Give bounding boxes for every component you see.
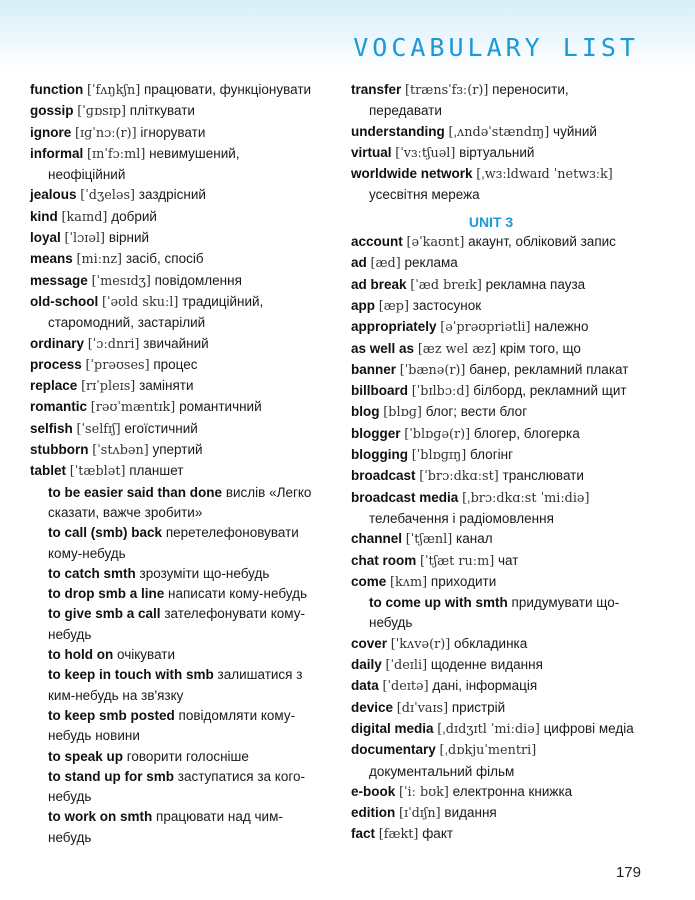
vocab-definition: зрозуміти що-небудь	[139, 565, 270, 581]
vocab-transcription: [ˈbænə(r)]	[399, 362, 466, 378]
vocab-definition-continued: передавати	[369, 103, 442, 119]
vocab-term: documentary	[351, 742, 436, 758]
vocab-definition: зателефонувати кому-	[164, 606, 305, 622]
vocab-entry	[351, 740, 651, 782]
vocab-entry	[351, 824, 651, 845]
vocab-entry	[30, 228, 348, 249]
vocab-term: appropriately	[351, 319, 437, 335]
vocab-entry	[351, 803, 651, 824]
vocab-phrase	[30, 564, 348, 584]
vocab-entry	[30, 144, 348, 186]
vocab-definition-continued: усесвітня мережа	[369, 187, 480, 203]
vocab-definition: упертий	[152, 442, 203, 458]
vocab-transcription: [ˈfʌŋkʃn]	[87, 83, 141, 98]
vocab-entry	[351, 381, 651, 402]
vocab-definition: переносити,	[492, 82, 569, 97]
right-column-top-entries	[351, 80, 651, 206]
vocab-entry	[30, 419, 348, 440]
vocab-transcription: [ˈiː bʊk]	[399, 784, 449, 800]
vocab-definition-continued: документальний фільм	[369, 763, 515, 779]
vocab-definition: акаунт, обліковий запис	[468, 234, 616, 250]
vocab-term: device	[351, 699, 394, 715]
vocab-term: app	[351, 297, 376, 313]
vocab-entry	[30, 123, 348, 144]
vocab-transcription: [rəʊˈmæntɪk]	[90, 400, 176, 416]
vocab-term: to catch smth	[48, 565, 136, 581]
vocab-definition-continued: небудь	[48, 829, 92, 845]
vocab-definition: процес	[153, 356, 198, 372]
vocab-definition: заступатися за кого-	[177, 768, 306, 784]
vocab-definition: застосунок	[412, 297, 482, 313]
vocab-entry	[351, 164, 651, 206]
vocab-term: digital media	[351, 720, 434, 736]
vocab-transcription: [blɒɡ]	[383, 405, 422, 421]
vocab-entry	[351, 551, 651, 572]
vocab-term: to speak up	[48, 748, 124, 764]
vocab-transcription: [ˈselfɪʃ]	[76, 421, 121, 437]
vocab-transcription: [fækt]	[378, 827, 419, 843]
vocab-definition: засіб, спосіб	[125, 251, 204, 267]
vocab-definition-continued: неофіційний	[48, 167, 126, 183]
vocab-entry	[351, 445, 651, 466]
vocab-term: old-school	[30, 293, 99, 309]
vocab-entry	[351, 80, 651, 122]
vocab-transcription: [ˈtæblət]	[69, 464, 126, 480]
vocab-term: ordinary	[30, 335, 85, 351]
vocab-definition: говорити голосніше	[126, 748, 249, 764]
vocab-transcription: [ˌbrɔːdkɑːst ˈmiːdiə]	[462, 490, 590, 506]
vocab-definition: цифрові медіа	[543, 720, 634, 736]
vocab-term: tablet	[30, 463, 67, 479]
vocab-transcription: [ˈvɜːtʃuəl]	[395, 145, 456, 161]
vocab-term: banner	[351, 361, 397, 377]
vocab-transcription: [ɪnˈfɔːml]	[87, 146, 146, 162]
right-column-bottom-entries	[351, 232, 651, 846]
vocab-definition: блогінг	[470, 447, 513, 463]
vocab-entry	[351, 275, 651, 296]
vocab-phrase	[30, 767, 348, 808]
vocab-definition: банер, рекламний плакат	[469, 361, 629, 377]
vocab-term: informal	[30, 145, 84, 161]
vocab-term: means	[30, 251, 73, 267]
vocab-term: come	[351, 573, 387, 589]
vocab-transcription: [ˈdeɪli]	[385, 658, 428, 674]
vocab-definition-continued: старомодний, застарілий	[48, 315, 206, 331]
left-column	[30, 80, 348, 848]
vocab-term: kind	[30, 208, 58, 224]
vocab-term: transfer	[351, 82, 402, 97]
vocab-entry	[30, 101, 348, 122]
vocab-definition: добрий	[111, 208, 157, 224]
vocab-entry	[351, 296, 651, 317]
vocab-definition: пристрій	[451, 699, 506, 715]
vocab-transcription: [ˈəʊld skuːl]	[102, 294, 179, 310]
vocab-entry	[30, 461, 348, 482]
vocab-entry	[30, 355, 348, 376]
vocab-definition: вислів «Легко	[225, 484, 312, 500]
vocab-definition: написати кому-небудь	[168, 586, 307, 602]
vocab-definition: залишатися з	[217, 667, 303, 683]
vocab-entry	[351, 143, 651, 164]
vocab-definition: вірний	[108, 230, 150, 246]
vocab-definition: очікувати	[117, 647, 176, 663]
vocab-transcription: [trænsˈfɜː(r)]	[405, 83, 489, 98]
vocab-definition: романтичний	[179, 399, 262, 415]
vocab-term: blog	[351, 404, 380, 420]
vocab-transcription: [ˈɔːdnri]	[87, 336, 140, 352]
vocab-term: to call (smb) back	[48, 525, 163, 541]
vocab-term: stubborn	[30, 442, 89, 458]
vocab-definition: перетелефоновувати	[165, 525, 299, 541]
vocab-transcription: [ˈæd breɪk]	[410, 277, 482, 293]
vocab-definition: придумувати що-	[511, 595, 620, 611]
vocab-entry	[30, 185, 348, 206]
vocab-term: to hold on	[48, 647, 114, 663]
vocab-transcription: [ˈstʌbən]	[92, 443, 149, 459]
vocab-term: to work on smth	[48, 809, 153, 825]
page-number: 179	[615, 864, 641, 881]
vocab-entry	[351, 782, 651, 803]
vocab-definition: дані, інформація	[432, 678, 538, 694]
vocab-term: e-book	[351, 783, 396, 799]
vocab-term: to give smb a call	[48, 606, 161, 622]
vocab-term: edition	[351, 805, 396, 821]
vocab-definition: видання	[444, 805, 497, 821]
vocab-definition: електронна книжка	[452, 783, 573, 799]
vocab-term: channel	[351, 531, 403, 547]
vocab-term: broadcast media	[351, 489, 459, 505]
vocab-definition-continued: небудь	[48, 626, 92, 642]
vocab-term: cover	[351, 635, 388, 651]
vocab-term: broadcast	[351, 468, 416, 484]
vocab-entry	[30, 207, 348, 228]
vocab-term: replace	[30, 378, 78, 394]
vocab-transcription: [ˈlɔɪəl]	[64, 231, 106, 247]
vocab-term: ignore	[30, 124, 72, 140]
vocab-transcription: [əˈprəʊpriətli]	[440, 320, 531, 336]
vocab-term: ad break	[351, 276, 407, 292]
vocab-term: worldwide network	[351, 166, 473, 182]
vocab-transcription: [ˈdʒeləs]	[80, 188, 136, 204]
vocab-definition: належно	[534, 319, 589, 335]
vocab-definition-continued: кому-небудь	[48, 545, 126, 561]
vocab-definition: крім того, що	[499, 340, 581, 356]
vocab-transcription: [ˈdeɪtə]	[382, 679, 429, 695]
vocab-transcription: [ˈblɒɡə(r)]	[404, 426, 471, 442]
vocab-term: to keep in touch with smb	[48, 667, 214, 683]
vocab-term: chat room	[351, 552, 417, 568]
vocab-phrase	[30, 584, 348, 604]
vocab-entry	[351, 698, 651, 719]
vocab-phrase	[30, 706, 348, 747]
vocab-definition: віртуальний	[459, 144, 535, 160]
vocab-definition: чат	[497, 552, 519, 568]
vocab-entry	[30, 376, 348, 397]
vocab-transcription: [əˈkaʊnt]	[406, 235, 465, 251]
vocab-definition: ігнорувати	[140, 124, 206, 140]
vocab-entry	[351, 488, 651, 530]
vocab-entry	[30, 397, 348, 418]
vocab-transcription: [kaɪnd]	[61, 209, 108, 225]
vocab-transcription: [ˌdɒkjuˈmentri]	[439, 743, 537, 759]
vocab-transcription: [ˈtʃæt ruːm]	[420, 553, 495, 569]
vocab-term: romantic	[30, 399, 88, 415]
vocab-term: blogging	[351, 447, 408, 463]
vocab-definition: щоденне видання	[430, 657, 543, 673]
vocab-term: to come up with smth	[369, 595, 508, 611]
vocab-transcription: [ˈprəʊses]	[85, 357, 150, 373]
vocab-entry	[351, 360, 651, 381]
vocab-definition: транслювати	[502, 468, 584, 484]
vocab-transcription: [kʌm]	[390, 574, 428, 590]
vocab-phrase	[30, 523, 348, 564]
vocab-definition: обкладинка	[453, 635, 528, 651]
vocab-definition: блог; вести блог	[425, 404, 528, 420]
vocab-transcription: [æz wel æz]	[417, 341, 497, 357]
vocab-definition-continued: сказати, важче зробити»	[48, 504, 203, 520]
vocab-transcription: [rɪˈpleɪs]	[81, 379, 136, 395]
vocab-definition: пліткувати	[129, 103, 195, 119]
vocab-phrase	[351, 593, 651, 634]
vocab-entry	[351, 466, 651, 487]
vocab-entry	[351, 424, 651, 445]
vocab-phrase	[30, 645, 348, 665]
vocab-term: billboard	[351, 383, 408, 399]
vocab-entry	[351, 232, 651, 253]
vocab-term: gossip	[30, 103, 74, 119]
vocab-phrase	[30, 604, 348, 645]
vocab-transcription: [ˈbɪlbɔːd]	[411, 384, 470, 400]
vocab-term: virtual	[351, 144, 392, 160]
vocab-entry	[351, 402, 651, 423]
vocab-term: fact	[351, 826, 376, 842]
vocab-definition: рекламна пауза	[485, 276, 586, 292]
vocab-definition: працювати, функціонувати	[143, 82, 312, 97]
vocab-entry	[351, 634, 651, 655]
vocab-definition-continued: небудь новини	[48, 728, 140, 744]
vocab-entry	[30, 440, 348, 461]
vocab-term: process	[30, 356, 82, 372]
vocab-entry	[30, 334, 348, 355]
vocab-definition: заздрісний	[138, 187, 206, 203]
vocab-transcription: [miːnz]	[76, 252, 123, 268]
vocab-definition-continued: небудь	[48, 789, 92, 805]
vocab-definition: працювати над чим-	[156, 809, 283, 825]
vocab-definition: повідомлення	[154, 272, 242, 288]
vocab-definition: традиційний,	[182, 293, 264, 309]
vocab-definition-continued: телебачення і радіомовлення	[369, 510, 554, 526]
vocab-term: to keep smb posted	[48, 707, 175, 723]
vocab-entry	[30, 80, 348, 101]
vocab-entry	[351, 122, 651, 143]
vocab-term: data	[351, 678, 379, 694]
vocab-definition-continued: ким-небудь на зв'язку	[48, 687, 184, 703]
vocab-term: account	[351, 234, 403, 250]
vocab-definition: блогер, блогерка	[473, 425, 580, 441]
vocab-definition: факт	[422, 826, 454, 842]
vocab-phrase	[30, 483, 348, 524]
vocab-entry	[351, 529, 651, 550]
vocab-term: selfish	[30, 420, 73, 436]
vocab-transcription: [ˈɡɒsɪp]	[77, 104, 127, 120]
unit-heading: UNIT 3	[468, 213, 514, 230]
vocab-definition: невимушений,	[149, 145, 240, 161]
vocab-definition: повідомляти кому-	[178, 707, 296, 723]
vocab-term: to stand up for smb	[48, 768, 174, 784]
vocab-definition: реклама	[404, 255, 458, 271]
page-title: VOCABULARY LIST	[353, 33, 639, 62]
vocab-term: to drop smb a line	[48, 586, 165, 602]
vocab-phrase	[30, 807, 348, 848]
right-column	[351, 80, 651, 846]
vocab-transcription: [ˌdɪdʒɪtl ˈmiːdiə]	[437, 721, 540, 737]
vocab-transcription: [ˌwɜːldwaɪd ˈnetwɜːk]	[476, 167, 613, 183]
vocab-definition: егоїстичний	[124, 420, 198, 436]
vocab-definition: канал	[456, 531, 493, 547]
vocab-entry	[351, 655, 651, 676]
vocab-definition: заміняти	[139, 378, 194, 394]
vocab-definition: планшет	[129, 463, 184, 479]
vocab-term: understanding	[351, 123, 445, 139]
vocab-term: blogger	[351, 425, 401, 441]
vocab-definition: звичайний	[143, 335, 209, 351]
vocab-term: to be easier said than done	[48, 484, 223, 500]
vocab-entry	[30, 292, 348, 334]
vocab-term: as well as	[351, 340, 415, 356]
vocab-definition: чуйний	[553, 123, 597, 139]
vocab-transcription: [ˌʌndəˈstændɪŋ]	[448, 124, 550, 140]
vocab-term: loyal	[30, 230, 61, 246]
vocab-term: jealous	[30, 187, 77, 203]
vocab-entry	[351, 572, 651, 593]
vocab-term: ad	[351, 255, 367, 271]
vocab-definition: приходити	[430, 573, 497, 589]
vocab-entry	[351, 317, 651, 338]
vocab-transcription: [dɪˈvaɪs]	[396, 700, 449, 716]
vocab-transcription: [ˈbrɔːdkɑːst]	[419, 469, 499, 485]
vocab-definition: білборд, рекламний щит	[473, 383, 627, 399]
vocab-transcription: [ˈtʃænl]	[405, 532, 453, 548]
vocab-term: daily	[351, 657, 382, 673]
vocab-term: function	[30, 82, 84, 97]
vocab-term: message	[30, 272, 88, 288]
vocab-transcription: [ˈmesɪdʒ]	[91, 273, 151, 289]
vocab-transcription: [ɪˈdɪʃn]	[399, 806, 441, 822]
vocab-definition-continued: небудь	[369, 615, 413, 631]
vocab-phrase	[30, 747, 348, 767]
vocab-entry	[351, 676, 651, 697]
vocab-phrase	[30, 665, 348, 706]
vocab-entry	[351, 253, 651, 274]
vocab-transcription: [ˈblɒɡɪŋ]	[411, 448, 467, 464]
vocab-entry	[351, 339, 651, 360]
vocab-transcription: [æd]	[370, 256, 401, 272]
vocab-entry	[30, 249, 348, 270]
vocab-entry	[351, 719, 651, 740]
vocab-transcription: [ˈkʌvə(r)]	[390, 636, 451, 652]
vocab-transcription: [æp]	[378, 298, 409, 314]
vocab-transcription: [ɪɡˈnɔː(r)]	[75, 125, 137, 141]
vocab-entry	[30, 271, 348, 292]
